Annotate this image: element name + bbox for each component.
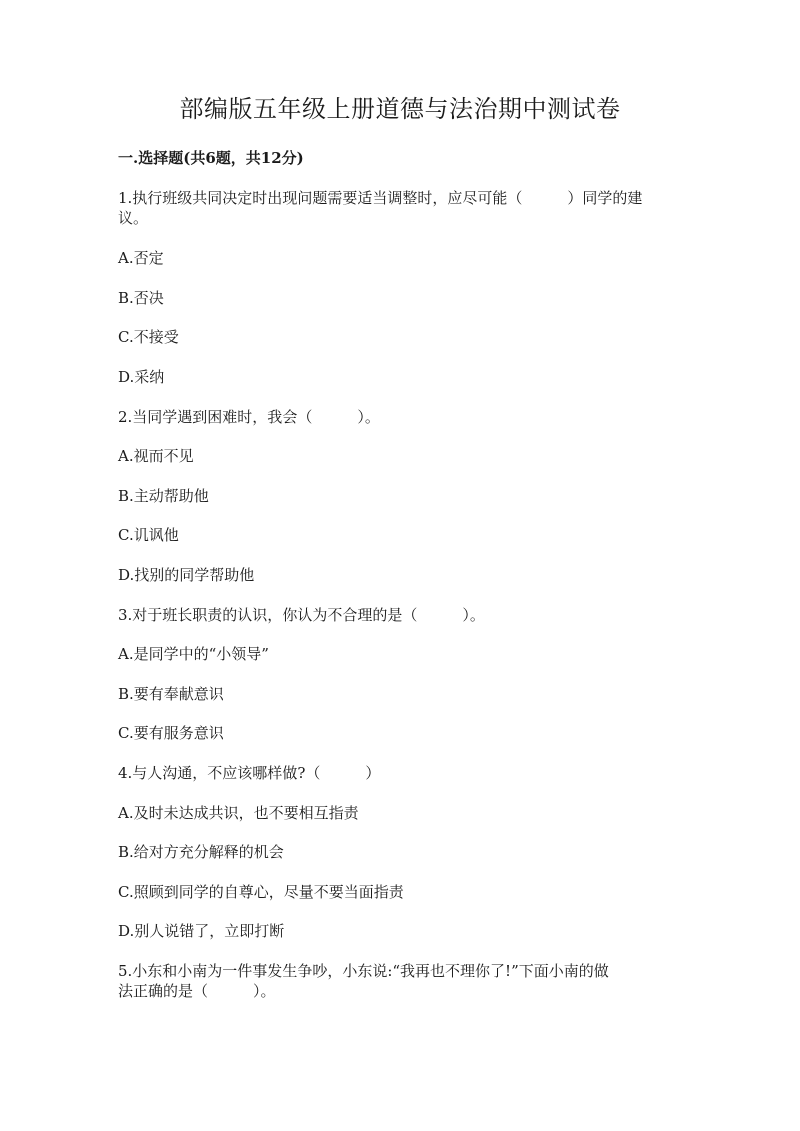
question-5-stem-line1: 5.小东和小南为一件事发生争吵，小东说:“我再也不理你了!”下面小南的做 xyxy=(118,962,609,980)
question-1-option-d: D.采纳 xyxy=(118,368,165,386)
question-3-stem: 3.对于班长职责的认识，你认为不合理的是（ ）。 xyxy=(118,606,485,624)
question-3-option-a: A.是同学中的“小领导” xyxy=(118,645,269,663)
question-2-option-b: B.主动帮助他 xyxy=(118,487,209,505)
question-2-stem: 2.当同学遇到困难时，我会（ ）。 xyxy=(118,408,380,426)
question-5-stem-line2: 法正确的是（ ）。 xyxy=(118,982,276,1000)
question-1-stem-line1: 1.执行班级共同决定时出现问题需要适当调整时，应尽可能（ ）同学的建 xyxy=(118,189,643,207)
section-heading: 一.选择题(共6题，共12分) xyxy=(118,149,304,167)
question-1-option-c: C.不接受 xyxy=(118,328,179,346)
question-4-option-a: A.及时未达成共识，也不要相互指责 xyxy=(118,804,359,822)
question-2-option-a: A.视而不见 xyxy=(118,447,194,465)
question-1-option-a: A.否定 xyxy=(118,249,164,267)
question-2-option-c: C.讥讽他 xyxy=(118,526,179,544)
question-3-option-c: C.要有服务意识 xyxy=(118,724,224,742)
question-4-option-b: B.给对方充分解释的机会 xyxy=(118,843,284,861)
exam-title: 部编版五年级上册道德与法治期中测试卷 xyxy=(179,95,621,123)
question-1-option-b: B.否决 xyxy=(118,289,164,307)
question-4-option-c: C.照顾到同学的自尊心，尽量不要当面指责 xyxy=(118,883,404,901)
question-2-option-d: D.找别的同学帮助他 xyxy=(118,566,255,584)
question-1-stem-line2: 议。 xyxy=(118,209,149,227)
question-4-stem: 4.与人沟通，不应该哪样做?（ ） xyxy=(118,764,381,782)
question-4-option-d: D.别人说错了，立即打断 xyxy=(118,922,285,940)
question-3-option-b: B.要有奉献意识 xyxy=(118,685,224,703)
